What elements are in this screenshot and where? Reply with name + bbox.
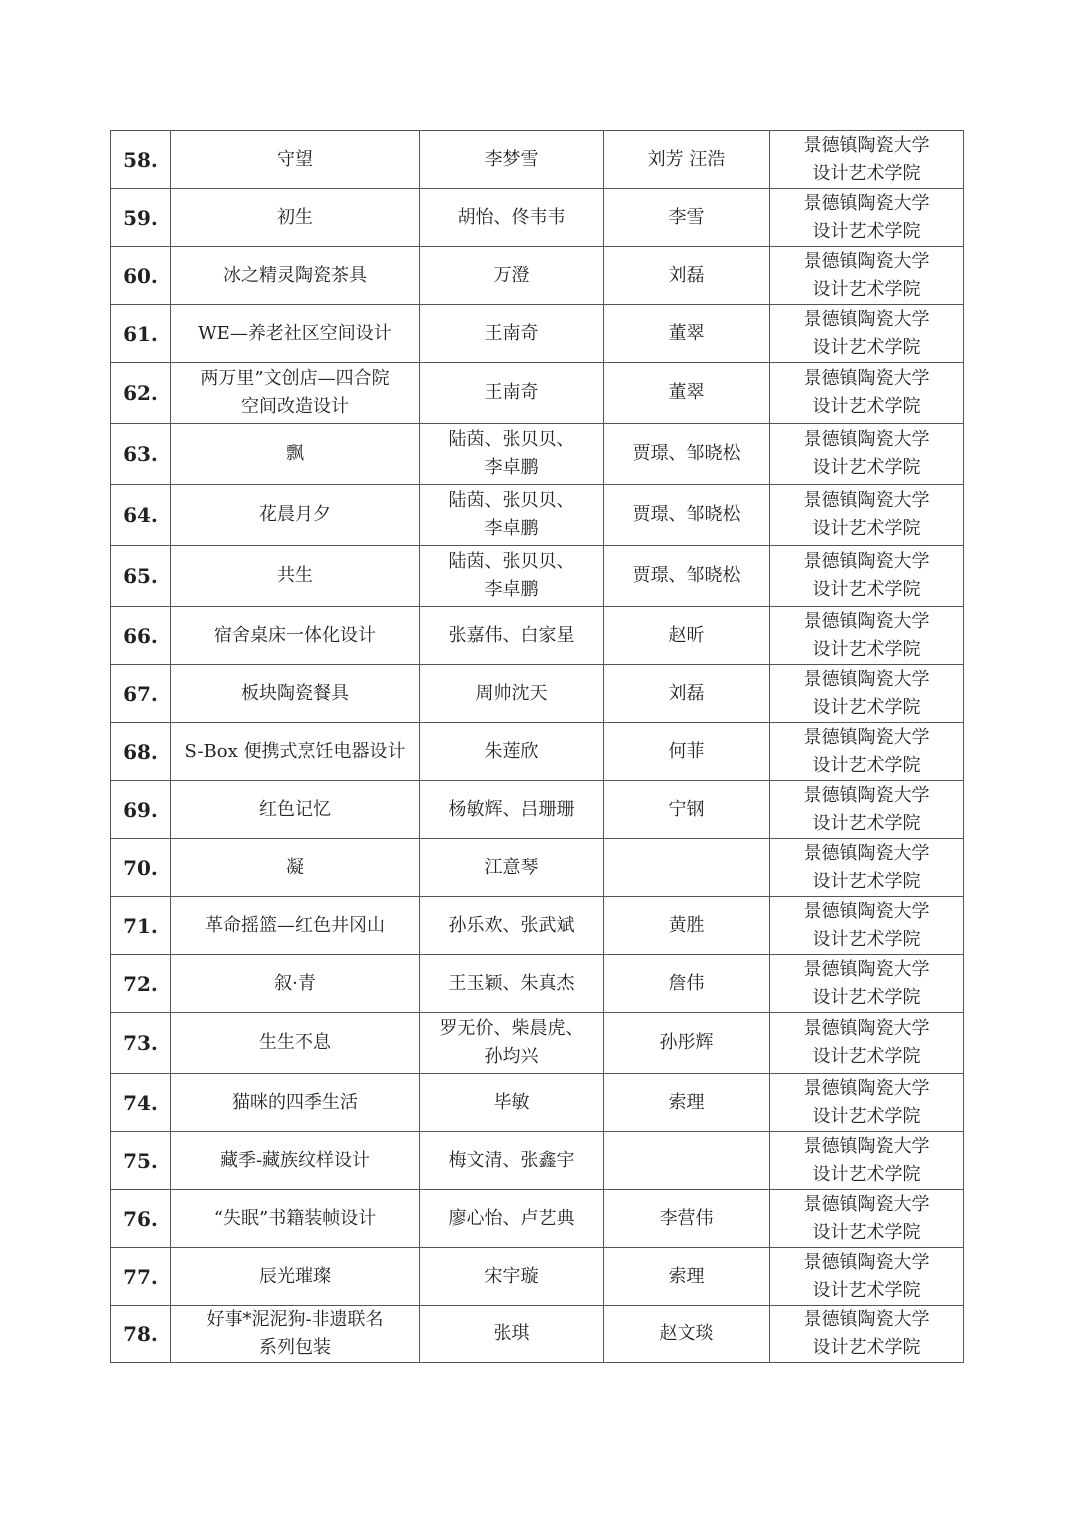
entry-number-cell: 64.: [111, 485, 171, 546]
advisor-cell: [604, 665, 770, 723]
table-row: [111, 1306, 964, 1363]
school-line: 设计艺术学院: [812, 928, 921, 950]
school-line: 景德镇陶瓷大学: [803, 842, 930, 864]
advisor-line: 索理: [668, 1265, 705, 1287]
advisor-line: 董翠: [668, 322, 705, 344]
table-row: [111, 897, 964, 955]
school-line: 设计艺术学院: [812, 754, 921, 776]
advisor-cell: [604, 1132, 770, 1190]
authors-cell: [420, 723, 604, 781]
authors-cell: [420, 546, 604, 607]
advisor-cell: [604, 131, 770, 189]
table-row: [111, 723, 964, 781]
authors-line: 廖心怡、卢艺典: [448, 1207, 575, 1229]
advisor-line: 宁钢: [668, 798, 705, 820]
school-line: 设计艺术学院: [812, 638, 921, 660]
school-cell: [770, 781, 964, 839]
school-line: 景德镇陶瓷大学: [803, 784, 930, 806]
entry-number-cell: 71.: [111, 897, 171, 955]
authors-cell: [420, 363, 604, 424]
work-title-line: 宿舍桌床一体化设计: [214, 624, 376, 646]
school-line: 景德镇陶瓷大学: [803, 610, 930, 632]
work-title-cell: [171, 1248, 420, 1306]
work-title-line: 两万里”文创店—四合院: [200, 368, 390, 389]
school-line: 设计艺术学院: [812, 278, 921, 300]
advisor-cell: [604, 485, 770, 546]
entry-number-cell: 59.: [111, 189, 171, 247]
entry-number-cell: 68.: [111, 723, 171, 781]
authors-cell: [420, 955, 604, 1013]
authors-cell: [420, 1013, 604, 1074]
advisor-cell: [604, 189, 770, 247]
entry-number-cell: 61.: [111, 305, 171, 363]
work-title-line: 花晨月夕: [259, 504, 331, 525]
advisor-line: 李雪: [668, 206, 705, 228]
advisor-cell: [604, 546, 770, 607]
work-title-cell: [171, 546, 420, 607]
advisor-cell: [604, 839, 770, 897]
school-line: 设计艺术学院: [812, 579, 921, 600]
advisor-line: 刘磊: [668, 264, 705, 286]
work-title-cell: [171, 424, 420, 485]
advisor-cell: [604, 607, 770, 665]
authors-line: 陆茵、张贝贝、: [448, 490, 575, 511]
authors-cell: [420, 424, 604, 485]
table-row: [111, 665, 964, 723]
work-title-line: 辰光璀璨: [259, 1265, 331, 1287]
work-title-line: 初生: [277, 206, 313, 228]
advisor-cell: [604, 247, 770, 305]
work-title-line: 凝: [286, 856, 304, 878]
work-title-line: 叙·青: [274, 972, 316, 994]
school-line: 设计艺术学院: [812, 1105, 921, 1127]
authors-line: 王南奇: [484, 322, 539, 344]
authors-line: 李梦雪: [484, 148, 539, 170]
table-row: [111, 247, 964, 305]
authors-cell: [420, 781, 604, 839]
work-title-line: 飘: [286, 443, 304, 464]
work-title-cell: [171, 955, 420, 1013]
authors-line: 张琪: [493, 1323, 530, 1344]
school-line: 景德镇陶瓷大学: [803, 134, 930, 156]
school-cell: [770, 1074, 964, 1132]
authors-line: 梅文清、张鑫宇: [448, 1149, 575, 1171]
authors-line: 李卓鹏: [484, 518, 539, 539]
school-line: 景德镇陶瓷大学: [803, 1309, 930, 1330]
school-cell: [770, 665, 964, 723]
authors-cell: [420, 897, 604, 955]
school-cell: [770, 723, 964, 781]
entry-number-cell: 72.: [111, 955, 171, 1013]
authors-line: 陆茵、张贝贝、: [448, 551, 575, 572]
authors-line: 胡怡、佟韦韦: [457, 206, 566, 228]
authors-cell: [420, 131, 604, 189]
table-row: [111, 839, 964, 897]
advisor-cell: [604, 1013, 770, 1074]
school-line: 设计艺术学院: [812, 457, 921, 478]
school-line: 设计艺术学院: [812, 986, 921, 1008]
authors-line: 罗无价、柴晨虎、: [439, 1018, 584, 1039]
table-row: [111, 485, 964, 546]
work-title-cell: [171, 607, 420, 665]
school-line: 设计艺术学院: [812, 1337, 921, 1358]
table-row: [111, 1074, 964, 1132]
authors-cell: [420, 839, 604, 897]
entry-number-cell: 67.: [111, 665, 171, 723]
work-title-line: WE—养老社区空间设计: [198, 322, 392, 344]
school-line: 景德镇陶瓷大学: [803, 1193, 930, 1215]
school-line: 景德镇陶瓷大学: [803, 429, 930, 450]
advisor-cell: [604, 1248, 770, 1306]
school-cell: [770, 955, 964, 1013]
work-title-cell: [171, 1306, 420, 1363]
entry-number-cell: 60.: [111, 247, 171, 305]
table-row: [111, 424, 964, 485]
school-line: 设计艺术学院: [812, 336, 921, 358]
authors-cell: [420, 305, 604, 363]
school-cell: [770, 1132, 964, 1190]
table-row: [111, 1248, 964, 1306]
school-line: 景德镇陶瓷大学: [803, 250, 930, 272]
school-cell: [770, 546, 964, 607]
authors-line: 王南奇: [484, 382, 539, 403]
work-title-line: 红色记忆: [259, 798, 331, 820]
advisor-line: 何菲: [668, 740, 705, 762]
authors-cell: [420, 1132, 604, 1190]
school-cell: [770, 897, 964, 955]
work-title-cell: [171, 1132, 420, 1190]
school-line: 景德镇陶瓷大学: [803, 551, 930, 572]
entry-number-cell: 75.: [111, 1132, 171, 1190]
school-line: 设计艺术学院: [812, 696, 921, 718]
work-title-cell: [171, 363, 420, 424]
authors-line: 江意琴: [484, 856, 539, 878]
entry-number-cell: 70.: [111, 839, 171, 897]
school-line: 景德镇陶瓷大学: [803, 1135, 930, 1157]
authors-cell: [420, 1248, 604, 1306]
authors-cell: [420, 1190, 604, 1248]
advisor-cell: [604, 424, 770, 485]
work-title-line: 系列包装: [259, 1337, 331, 1358]
authors-line: 杨敏辉、吕珊珊: [448, 798, 575, 820]
advisor-cell: [604, 1306, 770, 1363]
work-title-line: 共生: [277, 565, 313, 586]
advisor-line: 刘磊: [668, 682, 705, 704]
work-title-line: 冰之精灵陶瓷茶具: [223, 264, 367, 286]
advisor-line: 贾璟、邹晓松: [632, 504, 741, 525]
school-line: 设计艺术学院: [812, 1221, 921, 1243]
school-line: 景德镇陶瓷大学: [803, 1018, 930, 1039]
school-line: 设计艺术学院: [812, 220, 921, 242]
table-row: [111, 1013, 964, 1074]
work-title-line: 猫咪的四季生活: [232, 1091, 358, 1113]
entry-number-cell: 62.: [111, 363, 171, 424]
school-cell: [770, 1248, 964, 1306]
school-cell: [770, 247, 964, 305]
work-title-cell: [171, 723, 420, 781]
advisor-line: 董翠: [668, 382, 705, 403]
work-title-line: 好事*泥泥狗-非遗联名: [206, 1309, 384, 1330]
table-row: [111, 189, 964, 247]
entry-number-cell: 69.: [111, 781, 171, 839]
school-line: 设计艺术学院: [812, 812, 921, 834]
authors-line: 李卓鹏: [484, 457, 539, 478]
work-title-cell: [171, 665, 420, 723]
school-cell: [770, 1306, 964, 1363]
school-line: 设计艺术学院: [812, 396, 921, 417]
advisor-line: 李营伟: [659, 1207, 714, 1229]
school-cell: [770, 1190, 964, 1248]
entry-number-cell: 76.: [111, 1190, 171, 1248]
table-row: [111, 363, 964, 424]
table-row: [111, 1190, 964, 1248]
advisor-cell: [604, 955, 770, 1013]
advisor-line: 詹伟: [668, 972, 705, 994]
advisor-cell: [604, 781, 770, 839]
school-line: 设计艺术学院: [812, 518, 921, 539]
work-title-cell: [171, 485, 420, 546]
school-line: 景德镇陶瓷大学: [803, 1077, 930, 1099]
work-title-cell: [171, 1074, 420, 1132]
advisor-cell: [604, 1190, 770, 1248]
table-row: [111, 1132, 964, 1190]
school-cell: [770, 1013, 964, 1074]
advisor-line: 贾璟、邹晓松: [632, 443, 741, 464]
advisor-cell: [604, 723, 770, 781]
school-cell: [770, 485, 964, 546]
work-title-cell: [171, 189, 420, 247]
work-title-cell: [171, 247, 420, 305]
school-cell: [770, 607, 964, 665]
authors-line: 万澄: [493, 264, 530, 286]
authors-line: 陆茵、张贝贝、: [448, 429, 575, 450]
school-line: 设计艺术学院: [812, 870, 921, 892]
school-line: 景德镇陶瓷大学: [803, 368, 930, 389]
school-line: 景德镇陶瓷大学: [803, 958, 930, 980]
advisor-line: 赵文琰: [659, 1323, 714, 1344]
authors-cell: [420, 607, 604, 665]
table-row: [111, 955, 964, 1013]
school-line: 景德镇陶瓷大学: [803, 900, 930, 922]
authors-line: 张嘉伟、白家星: [448, 624, 575, 646]
school-cell: [770, 131, 964, 189]
work-title-cell: [171, 839, 420, 897]
advisor-line: 索理: [668, 1091, 705, 1113]
entry-number-cell: 73.: [111, 1013, 171, 1074]
work-title-cell: [171, 897, 420, 955]
school-line: 设计艺术学院: [812, 162, 921, 184]
authors-line: 周帅沈天: [475, 682, 548, 704]
work-title-cell: [171, 1013, 420, 1074]
table-body: [111, 131, 964, 1363]
authors-cell: [420, 485, 604, 546]
authors-line: 宋宇璇: [484, 1265, 539, 1287]
advisor-line: 贾璟、邹晓松: [632, 565, 741, 586]
table-row: [111, 607, 964, 665]
advisor-line: 赵昕: [668, 624, 705, 646]
school-line: 景德镇陶瓷大学: [803, 490, 930, 511]
work-title-line: 板块陶瓷餐具: [241, 682, 349, 704]
authors-line: 朱莲欣: [484, 740, 539, 762]
school-line: 设计艺术学院: [812, 1046, 921, 1067]
work-title-cell: [171, 781, 420, 839]
school-cell: [770, 189, 964, 247]
entry-number-cell: 66.: [111, 607, 171, 665]
school-cell: [770, 305, 964, 363]
entry-number-cell: 63.: [111, 424, 171, 485]
school-cell: [770, 839, 964, 897]
work-title-cell: [171, 305, 420, 363]
advisor-cell: [604, 305, 770, 363]
table-row: [111, 305, 964, 363]
school-cell: [770, 424, 964, 485]
entry-number-cell: 74.: [111, 1074, 171, 1132]
work-title-line: S-Box 便携式烹饪电器设计: [184, 740, 406, 762]
work-title-cell: [171, 131, 420, 189]
entry-number-cell: 65.: [111, 546, 171, 607]
advisor-cell: [604, 897, 770, 955]
advisor-cell: [604, 363, 770, 424]
authors-line: 李卓鹏: [484, 579, 539, 600]
school-line: 设计艺术学院: [812, 1279, 921, 1301]
authors-cell: [420, 1074, 604, 1132]
school-line: 景德镇陶瓷大学: [803, 1251, 930, 1273]
school-line: 景德镇陶瓷大学: [803, 668, 930, 690]
authors-cell: [420, 665, 604, 723]
table-row: [111, 781, 964, 839]
work-title-line: 革命摇篮—红色井冈山: [205, 914, 385, 936]
authors-line: 孙乐欢、张武斌: [448, 914, 575, 936]
authors-line: 毕敏: [493, 1091, 530, 1113]
entry-number-cell: 78.: [111, 1306, 171, 1363]
school-line: 景德镇陶瓷大学: [803, 192, 930, 214]
work-title-line: 生生不息: [259, 1032, 331, 1053]
school-cell: [770, 363, 964, 424]
award-list-table: [110, 130, 964, 1363]
advisor-line: 刘芳 汪浩: [647, 148, 726, 170]
work-title-line: 藏季-藏族纹样设计: [219, 1149, 371, 1171]
advisor-line: 黄胜: [668, 914, 705, 936]
table-row: [111, 131, 964, 189]
entry-number-cell: 77.: [111, 1248, 171, 1306]
authors-cell: [420, 189, 604, 247]
advisor-line: 孙彤辉: [659, 1032, 714, 1053]
advisor-cell: [604, 1074, 770, 1132]
school-line: 景德镇陶瓷大学: [803, 308, 930, 330]
authors-line: 王玉颖、朱真杰: [448, 972, 575, 994]
work-title-line: 空间改造设计: [241, 396, 349, 417]
authors-cell: [420, 247, 604, 305]
work-title-cell: [171, 1190, 420, 1248]
work-title-line: 守望: [277, 148, 313, 170]
school-line: 设计艺术学院: [812, 1163, 921, 1185]
entry-number-cell: 58.: [111, 131, 171, 189]
authors-cell: [420, 1306, 604, 1363]
work-title-line: “失眠”书籍装帧设计: [213, 1207, 377, 1229]
authors-line: 孙均兴: [484, 1046, 539, 1067]
school-line: 景德镇陶瓷大学: [803, 726, 930, 748]
table-row: [111, 546, 964, 607]
